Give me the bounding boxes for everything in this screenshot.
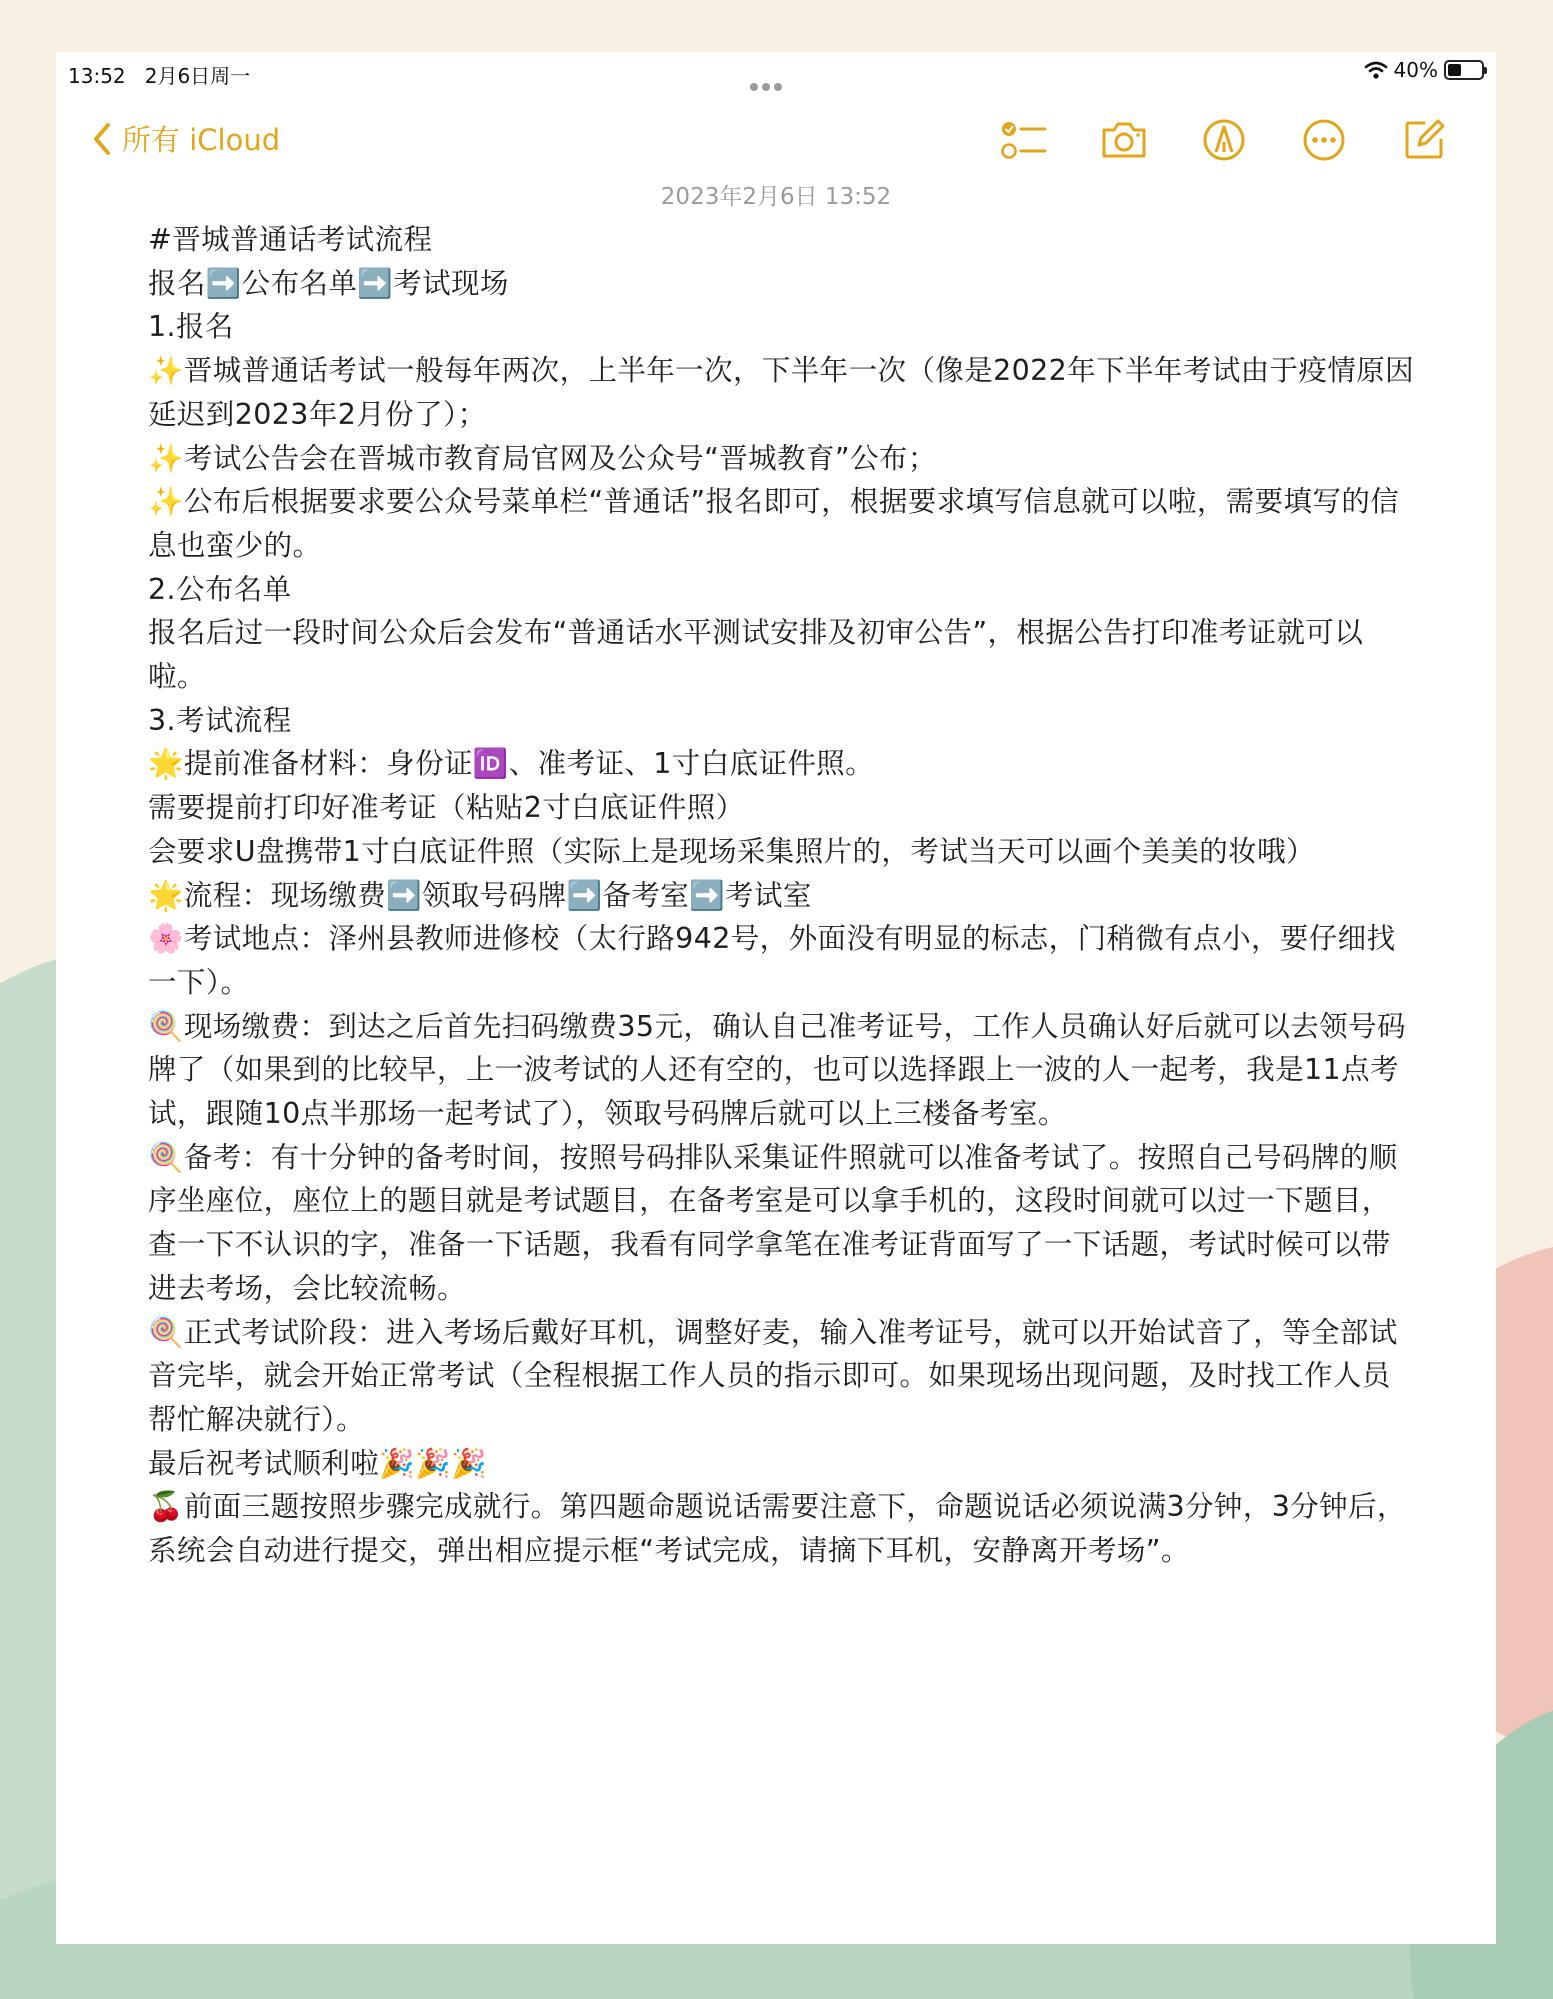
- compose-button[interactable]: [1398, 114, 1450, 166]
- note-line: 🌟提前准备材料：身份证🆔、准考证、1寸白底证件照。: [148, 747, 875, 781]
- note-line: ✨公布后根据要求要公众号菜单栏“普通话”报名即可，根据要求填写信息就可以啦，需要填写的信息也蛮少的。: [148, 485, 1400, 562]
- notes-screen: [56, 52, 1496, 1944]
- note-line: 报名➡️公布名单➡️考试现场: [148, 266, 509, 300]
- note-line: 会要求U盘携带1寸白底证件照（实际上是现场采集照片的，考试当天可以画个美美的妆哦）: [148, 834, 1315, 868]
- note-body[interactable]: [148, 218, 1418, 1573]
- camera-button[interactable]: [1098, 114, 1150, 166]
- note-line: 🍒前面三题按照步骤完成就行。第四题命题说话需要注意下，命题说话必须说满3分钟，3分钟后，系统会自动进行提交，弹出相应提示框“考试完成，请摘下耳机，安静离开考场”。: [148, 1490, 1406, 1568]
- markup-pen-icon: [1202, 118, 1246, 162]
- note-line: 🍭正式考试阶段：进入考场后戴好耳机，调整好麦，输入准考证号，就可以开始试音了，等全部试音完毕，就会开始正常考试（全程根据工作人员的指示即可。如果现场出现问题，及时找工作人员帮忙解决就行）。: [148, 1315, 1398, 1436]
- back-button[interactable]: [92, 118, 280, 159]
- note-line: 需要提前打印好准考证（粘贴2寸白底证件照）: [148, 791, 745, 825]
- note-line: 报名后过一段时间公众后会发布“普通话水平测试安排及初审公告”，根据公告打印准考证就可以啦。: [148, 616, 1364, 694]
- more-button[interactable]: [1298, 114, 1350, 166]
- battery-percent: 40%: [1393, 58, 1438, 82]
- status-date: 2月6日周一: [144, 64, 251, 88]
- battery-icon: [1444, 60, 1484, 80]
- more-ellipsis-icon: [1302, 118, 1346, 162]
- markup-button[interactable]: [1198, 114, 1250, 166]
- note-line: 🍭备考：有十分钟的备考时间，按照号码排队采集证件照就可以准备考试了。按照自己号码牌的顺序坐座位，座位上的题目就是考试题目，在备考室是可以拿手机的，这段时间就可以过一下题目，查一下不认识的字，准备一下话题，我看有同学拿笔在准考证背面写了一下话题，考试时候可以带进去考场，会比较流畅。: [148, 1140, 1398, 1305]
- compose-icon: [1402, 118, 1446, 162]
- note-line: ✨晋城普通话考试一般每年两次，上半年一次，下半年一次（像是2022年下半年考试由于疫情原因延迟到2023年2月份了）；: [148, 354, 1415, 431]
- battery-fill: [1448, 64, 1461, 76]
- status-time: [68, 60, 250, 89]
- note-line: #晋城普通话考试流程: [148, 223, 433, 256]
- note-line: 🌟流程：现场缴费➡️领取号码牌➡️备考室➡️考试室: [148, 878, 812, 912]
- status-bar: [56, 52, 1496, 96]
- note-line: 🌸考试地点：泽州县教师进修校（太行路942号，外面没有明显的标志，门稍微有点小，要仔细找一下）。: [148, 922, 1396, 999]
- note-line: 最后祝考试顺利啦🎉🎉🎉: [148, 1446, 487, 1480]
- note-line: 🍭现场缴费：到达之后首先扫码缴费35元，确认自己准考证号，工作人员确认好后就可以去领号码牌了（如果到的比较早，上一波考试的人还有空的，也可以选择跟上一波的人一起考，我是11点考试，跟随10点半那场一起考试了），领取号码牌后就可以上三楼备考室。: [148, 1009, 1406, 1131]
- note-line: ✨考试公告会在晋城市教育局官网及公众号“晋城教育”公布；: [148, 441, 937, 475]
- checklist-button[interactable]: [998, 114, 1050, 166]
- multitasking-dots-icon[interactable]: [750, 72, 786, 96]
- note-line: 3.考试流程: [148, 703, 292, 737]
- status-indicators: [1364, 58, 1484, 82]
- note-timestamp: 2023年2月6日 13:52: [660, 184, 892, 210]
- note-toolbar: [56, 108, 1496, 182]
- chevron-left-icon: [92, 122, 112, 156]
- note-line: 2.公布名单: [148, 572, 292, 606]
- back-button-label: 所有 iCloud: [122, 123, 281, 157]
- checklist-icon: [1001, 119, 1047, 161]
- camera-icon: [1100, 120, 1148, 160]
- note-line: 1.报名: [148, 310, 234, 344]
- wifi-icon: [1364, 61, 1388, 79]
- status-clock: 13:52: [68, 64, 126, 88]
